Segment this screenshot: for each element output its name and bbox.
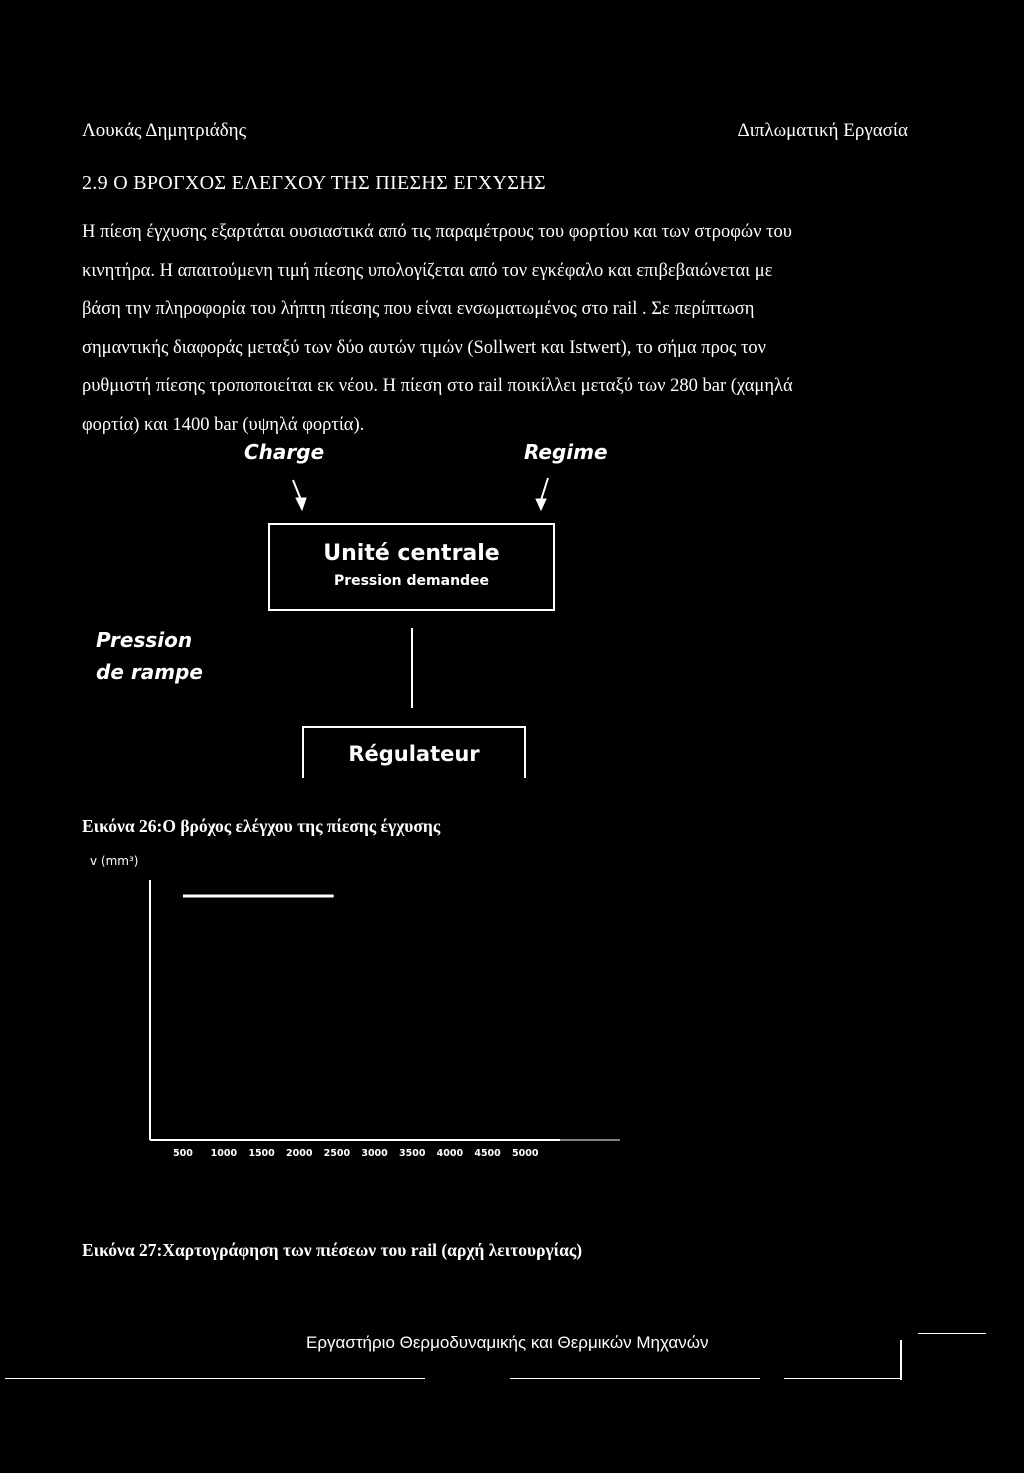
regime-arrow-icon [536,478,548,510]
paragraph-line: ρυθμιστή πίεσης τροποποιείται εκ νέου. Η πίεση στο rail ποικίλλει μεταξύ των 280 bar (χαμηλά [82,376,793,397]
chart-x-tick-label: 1000 [210,1148,238,1159]
chart-canvas [0,860,1024,1160]
regulator-box [302,726,526,778]
chart-y-axis-label: v (mm³) [90,854,139,868]
chart-x-tick-label: 4500 [474,1148,501,1159]
charge-arrow-icon [293,480,306,510]
paragraph-line: φορτία) και 1400 bar (υψηλά φορτία). [82,414,365,435]
chart-x-tick-label: 5000 [512,1148,539,1159]
regulator-label: Régulateur [348,742,480,766]
chart-x-tick-label: 2000 [286,1148,313,1159]
chart-x-tick-label: 3000 [361,1148,388,1159]
chart-x-tick-label: 500 [173,1148,193,1159]
footer-rule-right [784,1378,902,1379]
paragraph-line: Η πίεση έγχυσης εξαρτάται ουσιαστικά από τις παραμέτρους του φορτίου και των στροφών του [82,222,792,242]
input-charge-label: Charge [244,440,325,464]
section-title: 2.9 Ο ΒΡΟΓΧΟΣ ΕΛΕΓΧΟΥ ΤΗΣ ΠΙΕΣΗΣ ΕΓΧΥΣΗΣ [82,172,546,194]
chart-x-tick-label: 4000 [436,1148,464,1159]
paragraph-line: κινητήρα. Η απαιτούμενη τιμή πίεσης υπολογίζεται από τον εγκέφαλο και επιβεβαιώνεται με [82,260,773,281]
header-author: Λουκάς Δημητριάδης [82,120,247,141]
header-document-type: Διπλωματική Εργασία [737,120,908,141]
central-unit-box [268,523,555,611]
rail-pressure-label-line2: de rampe [96,660,203,684]
paragraph-line: βάση την πληροφορία του λήπτη πίεσης που είναι ενσωματωμένος στο rail . Σε περίπτωση [82,299,755,320]
figure-27-caption: Εικόνα 27:Χαρτογράφηση των πιέσεων του rail (αρχή λειτουργίας) [82,1240,583,1260]
footer-rule-middle [510,1378,760,1379]
chart-x-tick-label: 2500 [323,1148,351,1159]
input-regime-label: Regime [524,440,608,464]
central-unit-subtitle: Pression demandee [333,573,490,589]
chart-x-tick-label: 3500 [399,1148,426,1159]
rail-pressure-label-line1: Pression [96,628,193,652]
central-unit-title: Unité centrale [323,541,500,566]
footer-vertical-rule [900,1340,902,1380]
paragraph-line: σημαντικής διαφοράς μεταξύ των δύο αυτών τιμών (Sollwert και Istwert), το σήμα προς τον [82,337,767,358]
figure-26-caption: Εικόνα 26:Ο βρόχος ελέγχου της πίεσης έγχυσης [82,816,441,836]
chart-x-tick-label: 1500 [248,1148,275,1159]
footer-text: Εργαστήριο Θερμοδυναμικής και Θερμικών Μηχανών [306,1333,709,1352]
footer-rule-top-right [918,1333,986,1334]
footer-rule-left [5,1378,425,1379]
